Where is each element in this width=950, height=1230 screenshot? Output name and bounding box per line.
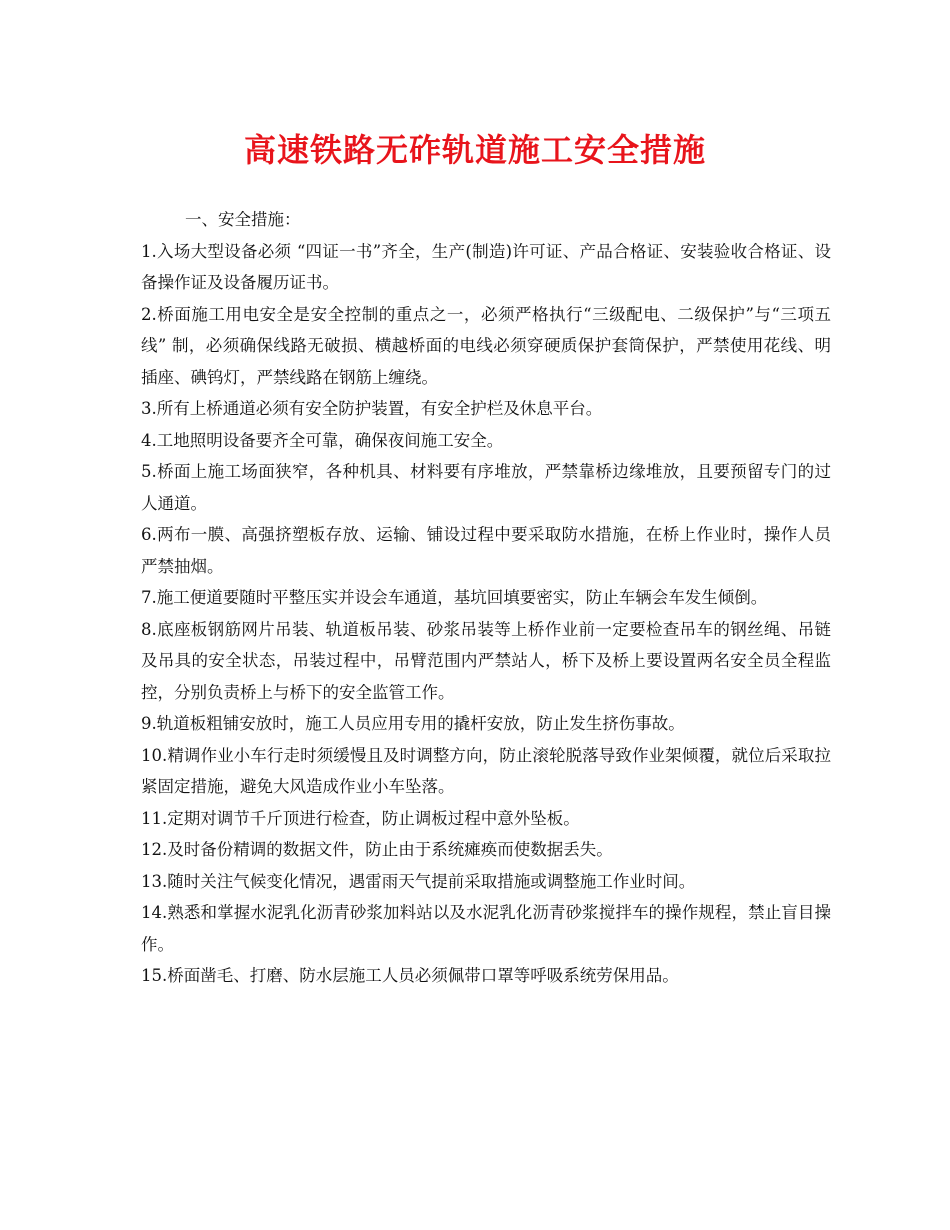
list-item: 14.熟悉和掌握水泥乳化沥青砂浆加料站以及水泥乳化沥青砂浆搅拌车的操作规程，禁止盲目操作。: [141, 903, 831, 954]
list-item: 7.施工便道要随时平整压实并设会车通道，基坑回填要密实，防止车辆会车发生倾倒。: [141, 588, 768, 607]
list-item: 6.两布一膜、高强挤塑板存放、运输、铺设过程中要采取防水措施，在桥上作业时，操作人员严禁抽烟。: [141, 525, 831, 576]
section-heading: 一、安全措施：: [185, 210, 301, 229]
list-item: 10.精调作业小车行走时须缓慢且及时调整方向，防止滚轮脱落导致作业架倾覆，就位后采取拉紧固定措施，避免大风造成作业小车坠落。: [141, 745, 831, 796]
list-item: 13.随时关注气候变化情况，遇雷雨天气提前采取措施或调整施工作业时间。: [141, 871, 696, 891]
document-body: [141, 204, 831, 992]
list-item: 2.桥面施工用电安全是安全控制的重点之一，必须严格执行“三级配电、二级保护”与“三项五线” 制，必须确保线路无破损、横越桥面的电线必须穿硬质保护套筒保护，严禁使用花线、明插座、碘钨灯，严禁线路在钢筋上缠绕。: [141, 304, 831, 387]
list-item: 5.桥面上施工场面狭窄，各种机具、材料要有序堆放，严禁靠桥边缘堆放，且要预留专门的过人通道。: [141, 462, 831, 513]
list-item: 15.桥面凿毛、打磨、防水层施工人员必须佩带口罩等呼吸系统劳保用品。: [141, 966, 679, 985]
list-item: 11.定期对调节千斤顶进行检查，防止调板过程中意外坠板。: [141, 808, 580, 828]
list-item: 1.入场大型设备必须 “四证一书”齐全，生产(制造)许可证、产品合格证、安装验收合格证、设备操作证及设备履历证书。: [141, 241, 831, 292]
list-item: 4.工地照明设备要齐全可靠，确保夜间施工安全。: [141, 430, 504, 450]
list-item: 9.轨道板粗铺安放时，施工人员应用专用的撬杆安放，防止发生挤伤事故。: [141, 714, 685, 733]
list-item: 12.及时备份精调的数据文件，防止由于系统瘫痪而使数据丢失。: [141, 840, 613, 859]
document-title: 高速铁路无砟轨道施工安全措施: [243, 131, 706, 169]
list-item: 3.所有上桥通道必须有安全防护装置，有安全护栏及休息平台。: [141, 399, 603, 418]
list-item: 8.底座板钢筋网片吊装、轨道板吊装、砂浆吊装等上桥作业前一定要检查吊车的钢丝绳、吊链及吊具的安全状态，吊装过程中，吊臂范围内严禁站人，桥下及桥上要设置两名安全员全程监控，分别负责桥上与桥下的安全监管工作。: [141, 619, 831, 702]
